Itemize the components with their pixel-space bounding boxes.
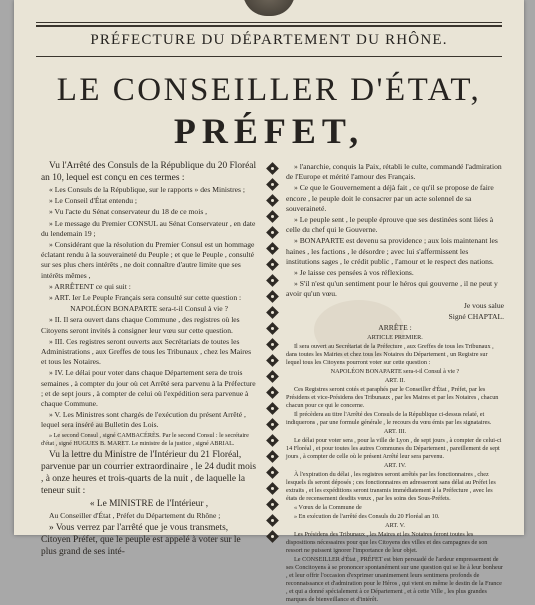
border-ornament-dot (271, 183, 274, 186)
question-line: NAPOLÉON BONAPARTE sera-t-il Consul à vie ? (330, 368, 460, 376)
border-ornament-dot (271, 471, 274, 474)
closing: Je vous salue (463, 300, 504, 310)
border-ornament-dot (271, 279, 274, 282)
border-ornament-dot (271, 263, 274, 266)
letter-addressee: Au Conseiller d'État , Préfet du Département du Rhône ; (49, 510, 221, 520)
article-text: » En exécution de l'arrêté des Consuls du 20 Floréal an 10. (294, 513, 440, 521)
border-ornament-dot (271, 311, 274, 314)
signature: Signé CHAPTAL. (448, 311, 504, 321)
paragraph: » III. Ces registres seront ouverts aux Secrétariats de toutes les Administrations , aux Greffes de tous les Tribunaux , chez les Maires et tous les Notaires. (41, 336, 252, 367)
paragraph: » V. Les Ministres sont chargés de l'exécution du présent Arrêté , lequel sera inséré au Bulletin des Lois. (41, 410, 246, 430)
border-ornament-dot (271, 423, 274, 426)
border-ornament-dot (271, 247, 274, 250)
signatures: » Le second Consul , signé CAMBACÉRÈS. Par le second Consul : le secrétaire d'état , signé HUGUES B. MARET. Le ministre de la justice , signé ABRIAL. (41, 431, 249, 447)
ornamental-column-border (266, 160, 280, 535)
article-text: Ces Registres seront cotés et paraphés par le Conseiller d'État , Préfet, par les Présidens et vice-Présidens des Tribunaux , par les Maires et par les Notaires , chacun chacun pour ce qui le concerne. (286, 386, 499, 410)
letter-heading: « Le MINISTRE de l'Intérieur , (89, 498, 209, 509)
top-rule (36, 22, 502, 23)
border-ornament-dot (271, 215, 274, 218)
article-heading: ART. V. (385, 522, 405, 530)
paragraph: » Le Conseil d'État entendu ; (49, 196, 138, 206)
border-ornament-dot (271, 199, 274, 202)
border-ornament-dot (271, 487, 274, 490)
poster-sheet (14, 0, 524, 604)
article-text: À l'expiration du délai , les registres seront arrêtés par les fonctionnaires , chez lesquels ils seront déposés ; ces fonctionnaires en adresseront sans délai au Préfet les extraits , et les expéditions seront transmis immédiatement à la Préfecture , avec les états de recensement desdits vœux , par les soins des Sous-Préfets. (286, 471, 496, 503)
border-ornament-dot (271, 327, 274, 330)
article-heading: ART. III. (383, 428, 407, 436)
question-line: NAPOLÉON BONAPARTE sera-t-il Consul à vie ? (70, 304, 228, 314)
article-text: Le délai pour voter sera , pour la ville de Lyon , de sept jours , à compter de celui-ci 14 Floréal , et pour toutes les autres Communes du Département , pareillement de sept jours , à compter de celle où le présent Arrêté leur sera parvenu. (286, 437, 502, 461)
border-ornament-dot (271, 391, 274, 394)
article-heading: ART. IV. (384, 462, 406, 470)
article-heading: ARTICLE PREMIER. (367, 334, 423, 342)
arrete-heading: ARRÊTE : (378, 323, 412, 333)
prefecture-heading: PRÉFECTURE DU DÉPARTEMENT DU RHÔNE. (90, 32, 448, 48)
paragraph: Vu la lettre du Ministre de l'Intérieur du 21 Floréal, parvenue par un courrier extraordinaire , le 24 dudit mois , à onze heures et trois-quarts de la nuit , de laquelle la teneur suit : (41, 449, 257, 496)
paragraph: » ARRÊTENT ce qui suit : (49, 281, 131, 291)
border-ornament-dot (271, 167, 274, 170)
paragraph: Vu l'Arrêté des Consuls de la République du 20 Floréal an 10, lequel est conçu en ces termes : (41, 161, 257, 183)
paragraph: » l'anarchie, conquis la Paix, rétabli le culte, commandé l'admiration de l'Europe et mérité l'amour des Français. (286, 162, 502, 182)
paragraph: » Je laisse ces pensées à vos réflexions. (294, 268, 414, 278)
border-ornament-dot (271, 359, 274, 362)
heading-rule (36, 56, 502, 57)
paragraph: » S'il n'est qu'un sentiment pour le héros qui gouverne , il ne peut y avoir qu'un vœu. (286, 279, 498, 299)
article-text: Le CONSEILLER d'État , PRÉFET est bien persuadé de l'ardeur empressement de ses Concitoyens à se prononcer spontanément sur une question qui se lie à leur bonheur , et leur offrir l'occasion d'exprimer unanimement leurs sentimens profonds de reconnaissance et d'admiration pour le Héros , qui vient en même le destin de la France , et qui a donné spécialement à ce Département , et à cette Ville , les plus grandes marques de bienveillance et d'intérêt. (286, 556, 503, 604)
border-ornament-dot (271, 439, 274, 442)
title-conseiller: LE CONSEILLER D'ÉTAT, (56, 72, 482, 108)
paragraph: » IV. Le délai pour voter dans chaque Département sera de trois semaines , à compter du jour où cet Arrêté sera parvenu à la Préfecture ; et de sept jours , à compter de celui où l'expédition sera parvenue à chaque Commune. (41, 368, 256, 409)
border-ornament-dot (271, 519, 274, 522)
top-rule-thick (36, 25, 502, 27)
paragraph: » Ce que le Gouvernement a déjà fait , ce qu'il se propose de faire encore , le peuple doit le consacrer par un acte solennel de sa souveraineté. (286, 183, 494, 213)
paragraph: » II. Il sera ouvert dans chaque Commune , des registres où les Citoyens seront invités à consigner leur vœu sur cette question. (41, 315, 240, 335)
right-column (286, 162, 504, 605)
article-text: Il sera ouvert au Secrétariat de la Préfecture , aux Greffes de tous les Tribunaux , dans toutes les Mairies et chez tous les Notaires du Département , un Registre sur lequel tous les Citoyens pourront voter sur cette question : (286, 343, 494, 367)
title-prefet: PRÉFET, (173, 111, 365, 151)
border-ornament-dot (271, 535, 274, 538)
border-ornament-dot (271, 503, 274, 506)
border-ornament-dot (271, 455, 274, 458)
paragraph: » ART. Ier Le Peuple Français sera consulté sur cette question : (49, 293, 242, 303)
article-text: « Vœux de la Commune de (294, 504, 362, 512)
border-ornament-dot (271, 343, 274, 346)
paragraph: » Le message du Premier CONSUL au Sénat Conservateur , en date du lendemain 19 ; (41, 218, 256, 238)
seal-emblem (243, 0, 295, 16)
border-ornament-dot (271, 295, 274, 298)
left-column (41, 160, 257, 559)
paragraph: » BONAPARTE est devenu sa providence ; aux lois maintenant les haines , les factions , le désordre ; avec lui s'affermissent les institutions sages , le crédit public , l'amour et le respect des nations. (286, 236, 498, 266)
article-text: Les Présidens des Tribunaux , les Maires et les Notaires feront toutes les dispositions nécessaires pour que les Citoyens des villes et des campagnes de son ressort ne puissent ignorer l'importance de leur objet. (286, 531, 488, 555)
paragraph: « Les Consuls de la République, sur le rapports » des Ministres ; (49, 185, 245, 194)
border-ornament-dot (271, 231, 274, 234)
paragraph: » Vous verrez par l'arrêté que je vous transmets, Citoyen Préfet, que le peuple est appelé à voter sur le plus grand de ses inté- (41, 522, 241, 557)
border-ornament-dot (271, 375, 274, 378)
border-ornament-dot (271, 407, 274, 410)
article-heading: ART. II. (384, 377, 406, 385)
paragraph: » Le peuple sent , le peuple éprouve que ses destinées sont liées à celle du chef qui le Gouverne. (286, 215, 494, 235)
article-text: Il précèdera au titre l'Arrêté des Consuls de la République ci-dessus relaté, et indiquerons , par une formule générale , le recours du vœu émis par les signataires. (286, 411, 492, 427)
paragraph: » Considérant que la résolution du Premier Consul est un hommage éclatant rendu à la souveraineté du Peuple ; et que le Peuple , consulté sur ses plus chers intérêts , ne doit connaître d'autre limite que ses intérêts mêmes , (41, 240, 255, 280)
paragraph: » Vu l'acte du Sénat conservateur du 18 de ce mois , (49, 207, 208, 217)
